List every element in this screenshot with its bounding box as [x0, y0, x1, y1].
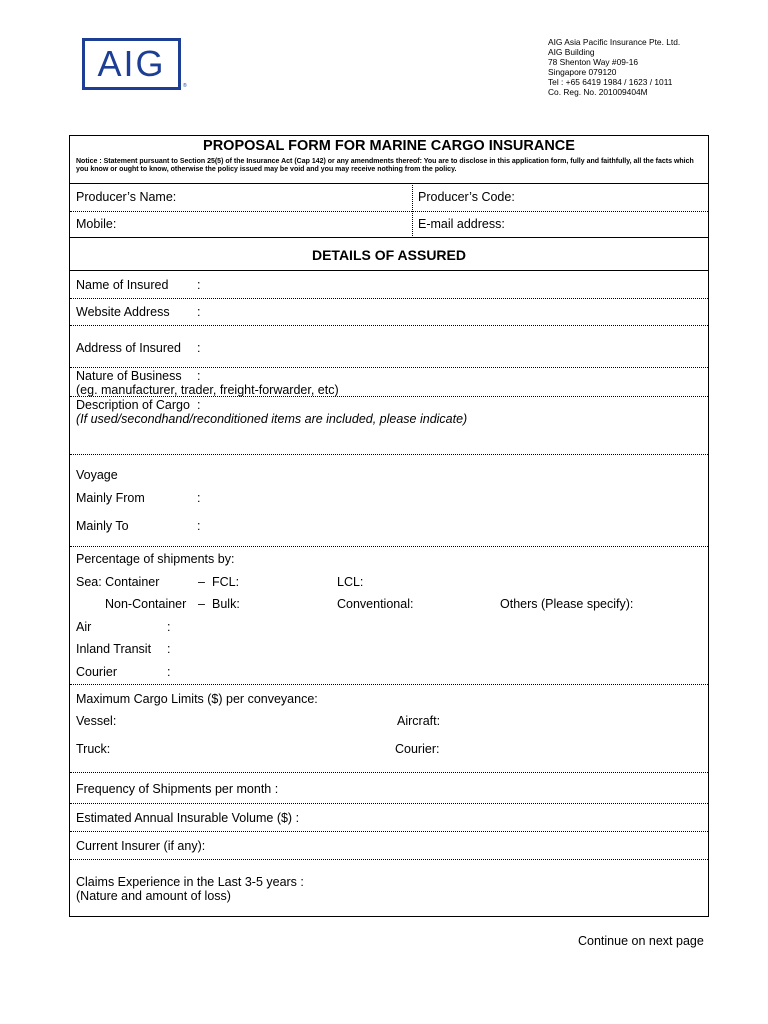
- description-of-cargo-note: (If used/secondhand/reconditioned items are included, please indicate): [76, 412, 468, 426]
- mobile-field[interactable]: Mobile:: [76, 217, 117, 231]
- divider: [70, 237, 708, 238]
- colon: :: [197, 305, 201, 319]
- address-line: AIG Asia Pacific Insurance Pte. Ltd.: [548, 37, 681, 47]
- column-divider: [412, 183, 413, 238]
- non-container-label: Non-Container: [105, 597, 187, 611]
- divider: [70, 772, 708, 773]
- others-label: Others (Please specify):: [500, 597, 634, 611]
- current-insurer-label: Current Insurer (if any):: [76, 839, 206, 853]
- address-line: AIG Building: [548, 47, 595, 58]
- address-of-insured-label: Address of Insured: [76, 341, 181, 355]
- mainly-from-label: Mainly From: [76, 491, 145, 505]
- divider: [70, 211, 708, 212]
- company-address: [548, 37, 680, 98]
- website-address-label: Website Address: [76, 305, 170, 319]
- vessel-label: Vessel:: [76, 714, 117, 728]
- aircraft-label: Aircraft:: [397, 714, 441, 728]
- annual-volume-label: Estimated Annual Insurable Volume ($) :: [76, 811, 300, 825]
- colon: :: [167, 642, 171, 656]
- colon: :: [197, 341, 201, 355]
- address-line: Tel : +65 6419 1984 / 1623 / 1011: [548, 77, 673, 88]
- air-label: Air: [76, 620, 92, 634]
- colon: :: [197, 519, 201, 533]
- inland-transit-label: Inland Transit: [76, 642, 152, 656]
- notice-text: Notice : Statement pursuant to Section 25(5) of the Insurance Act (Cap 142) or any amendments thereof: You are to disclose in this application form, fully and faithfully, all the facts which you know or ought to know, otherwise the policy issued may be void and you may receive nothing from the policy.: [76, 158, 694, 173]
- divider: [70, 325, 708, 326]
- logo-registered-mark: ®: [183, 83, 187, 89]
- address-line: 78 Shenton Way #09-16: [548, 57, 639, 68]
- truck-label: Truck:: [76, 742, 111, 756]
- email-field[interactable]: E-mail address:: [418, 217, 505, 231]
- courier-limit-label: Courier:: [395, 742, 440, 756]
- address-line: Singapore 079120: [548, 67, 617, 78]
- sea-container-label: Sea: Container: [76, 575, 160, 589]
- claims-experience-label: Claims Experience in the Last 3-5 years :: [76, 875, 304, 889]
- dash: –: [198, 597, 205, 611]
- name-of-insured-label: Name of Insured: [76, 278, 169, 292]
- divider: [70, 367, 708, 368]
- colon: :: [197, 491, 201, 505]
- divider: [70, 684, 708, 685]
- divider: [70, 183, 708, 184]
- producer-name-field[interactable]: Producer’s Name:: [76, 190, 177, 204]
- producer-code-field[interactable]: Producer’s Code:: [418, 190, 515, 204]
- nature-of-business-example: (eg. manufacturer, trader, freight-forwarder, etc): [76, 383, 339, 397]
- divider: [70, 803, 708, 804]
- continue-note: Continue on next page: [578, 934, 704, 948]
- mainly-to-label: Mainly To: [76, 519, 129, 533]
- bulk-label: Bulk:: [212, 597, 240, 611]
- divider: [70, 454, 708, 455]
- form-title: PROPOSAL FORM FOR MARINE CARGO INSURANCE: [203, 138, 575, 154]
- colon: :: [197, 278, 201, 292]
- claims-note: (Nature and amount of loss): [76, 889, 231, 903]
- courier-label: Courier: [76, 665, 117, 679]
- fcl-label: FCL:: [212, 575, 240, 589]
- voyage-label: Voyage: [76, 468, 118, 482]
- colon: :: [197, 369, 201, 383]
- proposal-form: [69, 135, 709, 917]
- frequency-label: Frequency of Shipments per month :: [76, 782, 279, 796]
- description-of-cargo-label: Description of Cargo: [76, 398, 190, 412]
- section-title-details-of-assured: DETAILS OF ASSURED: [311, 247, 466, 263]
- address-line: Co. Reg. No. 201009404M: [548, 87, 648, 98]
- colon: :: [197, 398, 201, 412]
- colon: :: [167, 620, 171, 634]
- divider: [70, 831, 708, 832]
- divider: [70, 546, 708, 547]
- divider: [70, 396, 708, 397]
- divider: [70, 270, 708, 271]
- logo-text: AIG: [97, 43, 166, 84]
- colon: :: [167, 665, 171, 679]
- conventional-label: Conventional:: [337, 597, 414, 611]
- divider: [70, 859, 708, 860]
- aig-logo: [82, 38, 181, 90]
- nature-of-business-label: Nature of Business: [76, 369, 182, 383]
- dash: –: [198, 575, 205, 589]
- max-cargo-limits-label: Maximum Cargo Limits ($) per conveyance:: [76, 692, 318, 706]
- divider: [70, 298, 708, 299]
- lcl-label: LCL:: [337, 575, 364, 589]
- percentage-of-shipments-label: Percentage of shipments by:: [76, 552, 235, 566]
